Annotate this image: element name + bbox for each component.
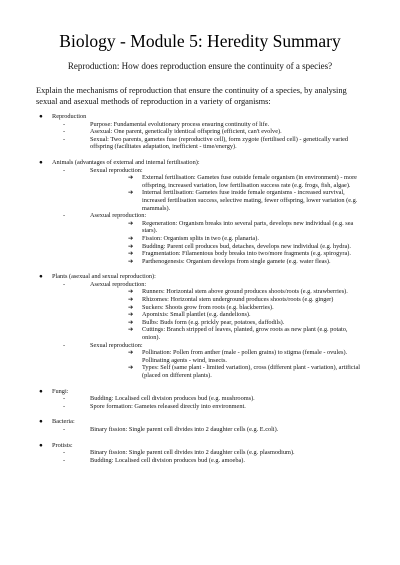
section-heading: Protists: (52, 441, 73, 449)
section-fungi (36, 388, 364, 411)
arrow-right-icon: ➔ (128, 296, 134, 304)
arrow-right-icon: ➔ (128, 364, 134, 372)
dash-icon: - (63, 128, 66, 136)
list-item: ➔ Suckers: Shoots grow from roots (e.g. blackberries). (128, 303, 274, 311)
bullet-icon: ● (39, 273, 43, 281)
bullet-icon: ● (39, 418, 43, 426)
dash-icon: - (63, 135, 66, 143)
dash-icon: - (63, 212, 66, 220)
list-item: ➔ Regeneration: Organism breaks into several parts, develops new individual (e.g. sea stars). (128, 219, 354, 235)
sublist-label: - Asexual reproduction: (63, 280, 147, 288)
arrow-right-icon: ➔ (128, 234, 134, 242)
section-reproduction (36, 113, 364, 151)
dash-icon: - (63, 456, 66, 464)
list-item: ➔ Cuttings: Branch stripped of leaves, planted, grow roots as new plant (e.g. potato, onion). (128, 326, 348, 342)
list-item: - Purpose: Fundamental evolutionary process ensuring continuity of life. (63, 120, 270, 128)
section-animals (36, 159, 364, 265)
sublist-label: - Asexual reproduction: (63, 212, 147, 220)
section-heading: Animals (advantages of external and internal fertilisation): (52, 158, 200, 166)
list-item: ➔ Rhizomes: Horizontal stem underground produces shoots/roots (e.g. ginger) (128, 296, 334, 304)
arrow-right-icon: ➔ (128, 349, 134, 357)
dash-icon: - (63, 166, 66, 174)
arrow-right-icon: ➔ (128, 303, 134, 311)
arrow-right-icon: ➔ (128, 257, 134, 265)
page-subtitle: Reproduction: How does reproduction ensure the continuity of a species? (67, 61, 333, 71)
arrow-right-icon: ➔ (128, 326, 134, 334)
bullet-icon: ● (39, 441, 43, 449)
section-heading: Bacteria: (52, 418, 75, 426)
dash-icon: - (63, 341, 66, 349)
sublist-label: - Sexual reproduction: (63, 341, 143, 349)
section-heading: Reproduction (52, 113, 87, 120)
list-item: ➔ Types: Self (same plant - limited variation), cross (different plant - variation), artificial (placed on different plants). (128, 364, 361, 379)
bullet-icon: ● (39, 113, 43, 120)
section-heading: Plants (asexual and sexual reproduction): (52, 273, 156, 281)
list-item: ➔ Bulbs: Buds form (e.g. prickly pear, potatoes, daffodils). (128, 318, 285, 326)
list-item: - Spore formation: Gametes released directly into environment. (63, 402, 246, 410)
list-item: ➔ Parthenogenesis: Organism develops from single gamete (e.g. water fleas). (128, 257, 331, 265)
bullet-icon: ● (39, 387, 43, 395)
list-item: ➔ Fission: Organism splits in two (e.g. planaria). (128, 234, 259, 242)
list-item: - Budding: Localised cell division produces bud (e.g. amoeba). (63, 456, 245, 464)
list-item: - Binary fission: Single parent cell divides into 2 daughter cells (e.g. E.coli). (63, 425, 279, 433)
page-title: Biology - Module 5: Heredity Summary (59, 31, 341, 51)
list-item: - Sexual: Two parents, gametes fuse (reproductive cell), form zygote (fertilised cell) - genetically varied offspring (facilitates adaptation, inefficient - time/energy). (63, 135, 349, 151)
arrow-right-icon: ➔ (128, 311, 134, 319)
list-item: ➔ Apomixis: Small plantlet (e.g. dandelions). (128, 311, 251, 319)
arrow-right-icon: ➔ (128, 174, 134, 182)
list-item: ➔ External fertilisation: Gametes fuse outside female organism (in environment) - more offspring, increased variation, low fertilisation success rate (e.g. frogs, fish, algae). (128, 174, 357, 189)
list-item: - Asexual: One parent, genetically identical offspring (efficient, can't evolve). (63, 128, 282, 136)
list-item: ➔ Pollination: Pollen from anther (male - pollen grains) to stigma (female - ovules). Pollinating agents - wind, insects. (128, 349, 348, 364)
bullet-icon: ● (39, 158, 43, 166)
section-bacteria (36, 418, 364, 433)
arrow-right-icon: ➔ (128, 318, 134, 326)
arrow-right-icon: ➔ (128, 189, 134, 197)
section-protists (36, 442, 364, 465)
dash-icon: - (63, 120, 66, 128)
sublist-label: - Sexual reproduction: (63, 166, 143, 174)
list-item: ➔ Internal fertilisation: Gametes fuse inside female organisms - increased survival, increased fertilisation success, selective mating, fewer offspring, lower variation (e.g. mammals). (128, 189, 358, 212)
dash-icon: - (63, 449, 66, 457)
intro-paragraph: Explain the mechanisms of reproduction that ensure the continuity of a species, by analysing sexual and asexual methods of reproduction in a variety of organisms: (36, 86, 347, 106)
arrow-right-icon: ➔ (128, 242, 134, 250)
dash-icon: - (63, 280, 66, 288)
arrow-right-icon: ➔ (128, 250, 134, 258)
dash-icon: - (63, 402, 66, 410)
list-item: - Binary fission: Single parent cell divides into 2 daughter cells (e.g. plasmodium). (63, 449, 295, 457)
list-item: ➔ Runners: Horizontal stem above ground produces shoots/roots (e.g. strawberries). (128, 288, 348, 296)
arrow-right-icon: ➔ (128, 288, 134, 296)
section-plants (36, 273, 364, 379)
dash-icon: - (63, 425, 66, 433)
list-item: ➔ Fragmentation: Filamentous body breaks into two/more fragments (e.g. spirogyra). (128, 250, 351, 258)
section-heading: Fungi: (52, 387, 69, 395)
arrow-right-icon: ➔ (128, 219, 134, 227)
dash-icon: - (63, 395, 66, 403)
list-item: ➔ Budding: Parent cell produces bud, detaches, develops new individual (e.g. hydra). (128, 242, 351, 250)
list-item: - Budding: Localised cell division produces bud (e.g. mushrooms). (63, 395, 255, 403)
